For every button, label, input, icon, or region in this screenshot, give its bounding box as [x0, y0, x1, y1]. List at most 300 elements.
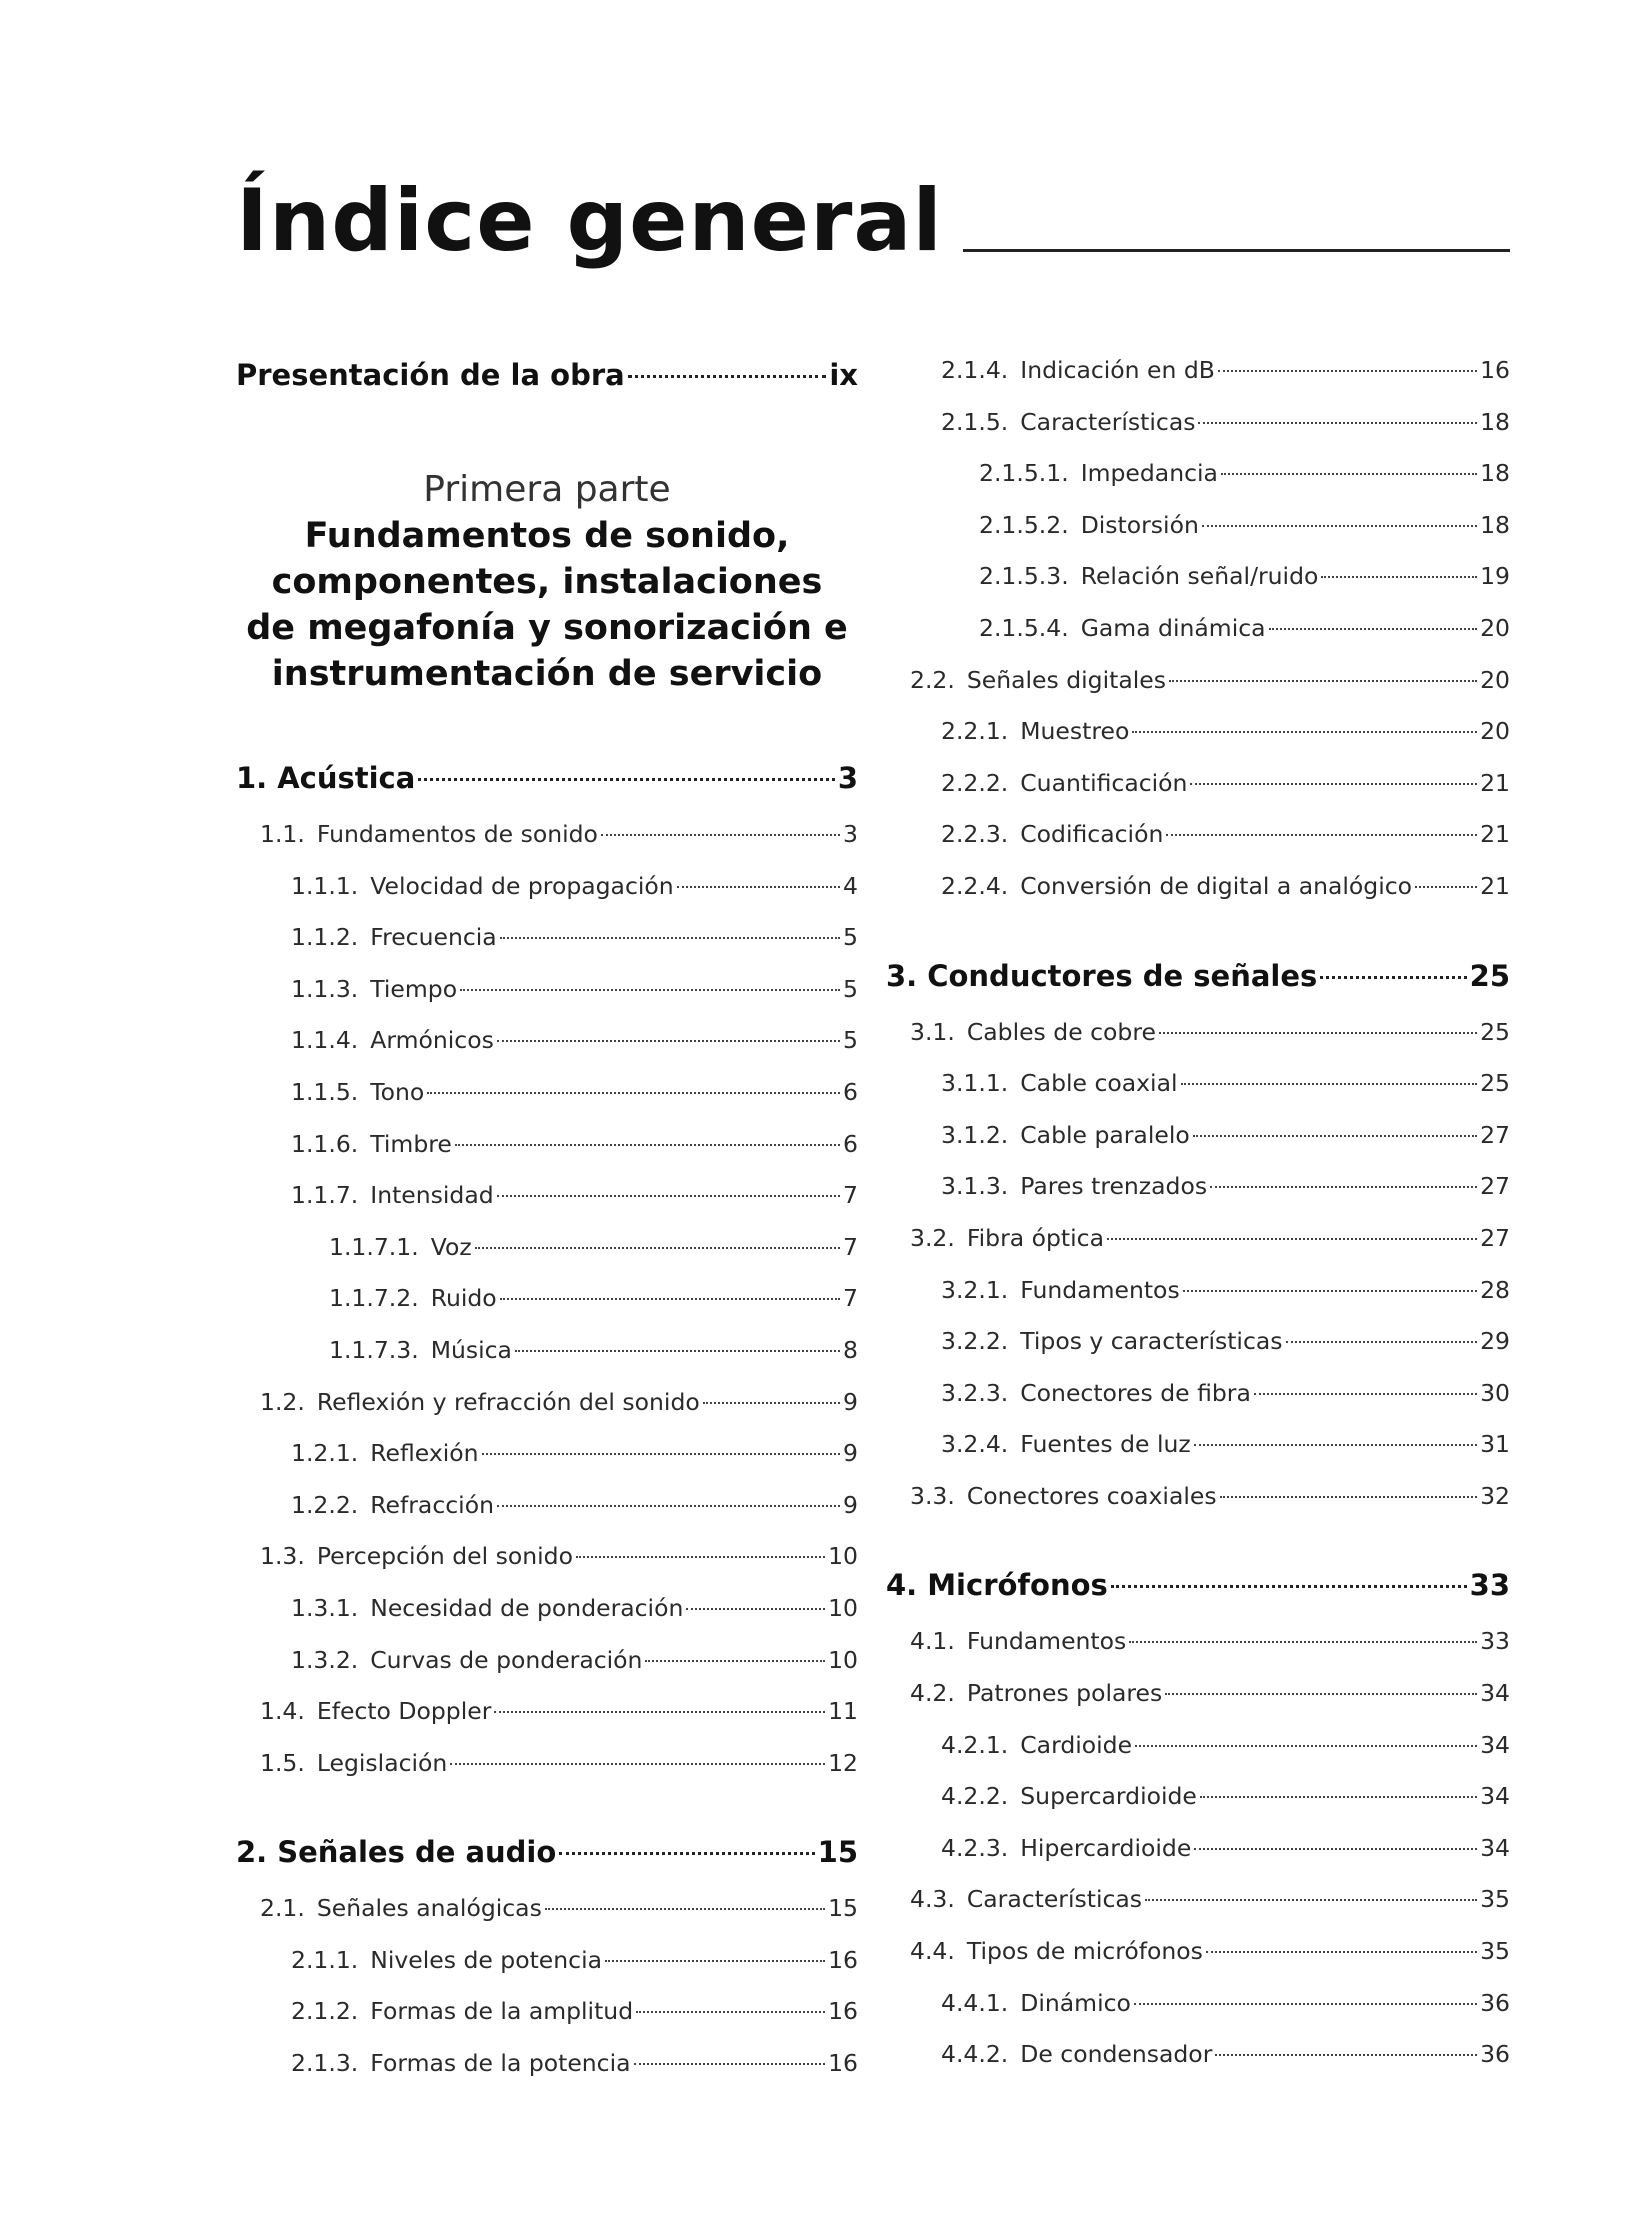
- toc-entry-label: Impedancia: [1080, 459, 1218, 488]
- toc-entry-number: 4.1.: [910, 1627, 955, 1656]
- toc-entry-label: Cable coaxial: [1020, 1069, 1178, 1098]
- dot-leader: [1193, 1135, 1477, 1137]
- toc-entry-page: 16: [828, 1945, 858, 1974]
- toc-entry-page: 15: [817, 1835, 858, 1870]
- toc-entry-label: Reflexión: [370, 1439, 479, 1468]
- toc-entry-label: Percepción del sonido: [316, 1542, 573, 1571]
- toc-entry-number: 3.: [886, 958, 918, 993]
- toc-entry-label: Gama dinámica: [1080, 613, 1266, 642]
- toc-entry-number: 1.1.7.1.: [329, 1232, 419, 1261]
- toc-entry[interactable]: [236, 1531, 858, 1583]
- toc-entry-page: 27: [1480, 1120, 1510, 1149]
- toc-entry[interactable]: [886, 1471, 1510, 1523]
- dot-leader: [703, 1402, 840, 1404]
- toc-entry-label: Micrófonos: [927, 1568, 1108, 1603]
- dot-leader: [1269, 628, 1478, 630]
- dot-leader: [1194, 1444, 1477, 1446]
- toc-entry-page: 16: [828, 2049, 858, 2078]
- toc-entry-label: Conversión de digital a analógico: [1020, 871, 1413, 900]
- toc-entry-page: 7: [843, 1284, 858, 1313]
- part-title-line: Fundamentos de sonido,: [304, 516, 790, 556]
- dot-leader: [1194, 1848, 1477, 1850]
- toc-entry-page: 6: [843, 1077, 858, 1106]
- toc-entry-label: Tiempo: [370, 974, 458, 1003]
- dot-leader: [1218, 370, 1477, 372]
- dot-leader: [1415, 886, 1477, 888]
- toc-entry-label: Dinámico: [1020, 1988, 1131, 2017]
- toc-entry-page: 9: [843, 1490, 858, 1519]
- toc-entry-page: 10: [828, 1645, 858, 1674]
- toc-entry-label: Música: [430, 1335, 512, 1364]
- dot-leader: [475, 1247, 840, 1249]
- dot-leader: [1145, 1899, 1477, 1901]
- toc-entry-page: 19: [1480, 562, 1510, 591]
- toc-entry-label: Acústica: [277, 761, 416, 795]
- toc-entry-number: 1.4.: [260, 1697, 305, 1726]
- dot-leader: [515, 1350, 840, 1352]
- toc-entry-number: 1.2.2.: [291, 1490, 359, 1519]
- toc-entry-number: 4.4.2.: [941, 2040, 1009, 2069]
- toc-entry-label: Fundamentos: [1020, 1275, 1180, 1304]
- toc-entry-number: 1.5.: [260, 1748, 305, 1777]
- toc-entry-label: Reflexión y refracción del sonido: [316, 1387, 700, 1416]
- toc-entry-page: 20: [1480, 613, 1510, 642]
- dot-leader: [559, 1852, 814, 1855]
- dot-leader: [500, 1298, 840, 1300]
- page-header: [236, 171, 1510, 271]
- toc-entry-page: 30: [1480, 1378, 1510, 1407]
- toc-entry-page: 25: [1469, 958, 1510, 993]
- toc-entry-label: Indicación en dB: [1020, 356, 1215, 384]
- toc-entry-number: 1.1.7.2.: [329, 1284, 419, 1313]
- toc-entry[interactable]: [236, 1738, 858, 1790]
- dot-leader: [1320, 976, 1466, 979]
- toc-entry-number: 4.3.: [910, 1885, 955, 1914]
- toc-entry[interactable]: [886, 1058, 1510, 1110]
- dot-leader: [497, 1505, 840, 1507]
- dot-leader: [497, 1195, 840, 1197]
- dot-leader: [450, 1763, 825, 1765]
- toc-entry-number: 3.1.3.: [941, 1172, 1009, 1201]
- toc-entry-number: 1.2.: [260, 1387, 305, 1416]
- part-label: Primera parte: [423, 469, 671, 510]
- dot-leader: [1202, 525, 1477, 527]
- toc-entry[interactable]: [886, 1926, 1510, 1978]
- toc-entry-page: ix: [829, 358, 858, 392]
- toc-entry-page: 3: [837, 761, 858, 795]
- toc-entry-label: Niveles de potencia: [370, 1945, 602, 1974]
- toc-entry-label: Relación señal/ruido: [1080, 562, 1319, 591]
- toc-entry-label: Cable paralelo: [1020, 1120, 1190, 1149]
- page-title: Índice general: [236, 171, 943, 271]
- toc-entry-page: 4: [843, 871, 858, 900]
- toc-entry-page: 9: [843, 1439, 858, 1468]
- toc-entry-page: 34: [1480, 1782, 1510, 1811]
- toc-entry-label: Fundamentos: [966, 1627, 1127, 1656]
- toc-entry-label: Cardioide: [1020, 1730, 1133, 1759]
- dot-leader: [677, 886, 840, 888]
- toc-entry-number: 2.1.5.: [941, 407, 1009, 436]
- toc-entry[interactable]: [886, 655, 1510, 707]
- dot-leader: [1200, 1796, 1477, 1798]
- toc-entry[interactable]: [886, 345, 1510, 397]
- toc-entry-number: 4.2.2.: [941, 1782, 1009, 1811]
- toc-entry-page: 18: [1480, 407, 1510, 436]
- toc-entry-page: 33: [1469, 1568, 1510, 1603]
- toc-entry-number: 2.1.5.3.: [979, 562, 1069, 591]
- toc-entry[interactable]: [886, 1110, 1510, 1162]
- toc-entry-number: 3.2.1.: [941, 1275, 1009, 1304]
- dot-leader: [1210, 1186, 1477, 1188]
- dot-leader: [645, 1660, 825, 1662]
- toc-entry-label: Señales de audio: [277, 1835, 557, 1870]
- toc-entry-label: Ruido: [430, 1284, 497, 1313]
- toc-entry[interactable]: [886, 1316, 1510, 1368]
- toc-entry[interactable]: [236, 1273, 858, 1325]
- toc-entry[interactable]: [886, 448, 1510, 500]
- part-title-line: de megafonía y sonorización e: [246, 608, 848, 648]
- toc-entry[interactable]: [236, 1119, 858, 1171]
- toc-entry-label: Armónicos: [370, 1026, 494, 1055]
- dot-leader: [686, 1608, 825, 1610]
- dot-leader: [497, 1040, 840, 1042]
- toc-entry[interactable]: [886, 1213, 1510, 1265]
- toc-entry-label: Distorsión: [1080, 510, 1199, 539]
- toc-entry-label: Cables de cobre: [966, 1017, 1156, 1046]
- toc-entry[interactable]: [236, 861, 858, 913]
- toc-entry-label: Conductores de señales: [927, 958, 1318, 993]
- toc-entry-page: 8: [843, 1335, 858, 1364]
- toc-chapter[interactable]: [886, 1554, 1510, 1616]
- dot-leader: [1165, 1693, 1477, 1695]
- toc-entry-page: 18: [1480, 459, 1510, 488]
- toc-entry[interactable]: [886, 1161, 1510, 1213]
- toc-entry-page: 27: [1480, 1223, 1510, 1252]
- toc-entry[interactable]: [886, 1720, 1510, 1772]
- toc-entry-page: 34: [1480, 1730, 1510, 1759]
- toc-entry-label: Timbre: [370, 1129, 452, 1158]
- toc-entry-label: Frecuencia: [370, 923, 497, 952]
- toc-entry-number: 2.2.: [910, 665, 955, 694]
- toc-entry-page: 35: [1480, 1937, 1510, 1966]
- toc-entry-label: Formas de la amplitud: [370, 1997, 634, 2026]
- toc-entry-number: 4.2.3.: [941, 1833, 1009, 1862]
- toc-entry-number: 2.1.: [260, 1894, 305, 1923]
- toc-entry-label: Supercardioide: [1020, 1782, 1197, 1811]
- toc-entry-label: Pares trenzados: [1020, 1172, 1208, 1201]
- part-heading: [236, 467, 858, 697]
- toc-entry[interactable]: [886, 1771, 1510, 1823]
- toc-entry[interactable]: [236, 1067, 858, 1119]
- toc-entry-label: Fuentes de luz: [1020, 1430, 1191, 1459]
- toc-entry-number: 3.1.: [910, 1017, 955, 1046]
- toc-list-left: [236, 747, 858, 2090]
- toc-entry-label: Fibra óptica: [966, 1223, 1104, 1252]
- toc-entry-page: 27: [1480, 1172, 1510, 1201]
- toc-entry-page: 10: [828, 1542, 858, 1571]
- toc-entry[interactable]: [236, 1480, 858, 1532]
- toc-entry-number: 1.3.1.: [291, 1593, 359, 1622]
- toc-entry-number: 1.1.6.: [291, 1129, 359, 1158]
- toc-entry[interactable]: [236, 1686, 858, 1738]
- title-rule: [963, 249, 1510, 252]
- toc-entry-page: 15: [828, 1894, 858, 1923]
- toc-entry-page: 21: [1480, 820, 1510, 849]
- toc-entry-page: 34: [1480, 1679, 1510, 1708]
- toc-entry[interactable]: [236, 1583, 858, 1635]
- toc-entry-label: Velocidad de propagación: [370, 871, 674, 900]
- dot-leader: [482, 1453, 840, 1455]
- toc-entry-label: Legislación: [316, 1748, 448, 1777]
- toc-entry-number: 3.2.2.: [941, 1327, 1009, 1356]
- dot-leader: [576, 1556, 825, 1558]
- toc-entry[interactable]: [886, 1978, 1510, 2030]
- toc-entry-number: 1.3.2.: [291, 1645, 359, 1674]
- toc-entry[interactable]: [236, 1015, 858, 1067]
- dot-leader: [1132, 731, 1477, 733]
- dot-leader: [605, 1960, 825, 1962]
- dot-leader: [628, 375, 827, 378]
- toc-entry-number: 4.4.: [910, 1937, 955, 1966]
- toc-entry[interactable]: [886, 1007, 1510, 1059]
- toc-entry[interactable]: [886, 706, 1510, 758]
- toc-right-column: [886, 345, 1510, 2081]
- toc-entry[interactable]: [886, 603, 1510, 655]
- dot-leader: [601, 834, 840, 836]
- toc-entry[interactable]: [236, 1325, 858, 1377]
- toc-entry[interactable]: [886, 551, 1510, 603]
- toc-chapter[interactable]: [236, 747, 858, 809]
- toc-entry-page: 12: [828, 1748, 858, 1777]
- toc-entry-number: 4.2.: [910, 1679, 955, 1708]
- toc-entry-number: 2.1.5.1.: [979, 459, 1069, 488]
- toc-entry[interactable]: [886, 397, 1510, 449]
- dot-leader: [636, 2011, 825, 2013]
- toc-entry-number: 3.3.: [910, 1481, 955, 1510]
- toc-entry-page: 34: [1480, 1833, 1510, 1862]
- toc-entry[interactable]: [236, 1428, 858, 1480]
- toc-entry[interactable]: [886, 1668, 1510, 1720]
- toc-entry-page: 10: [828, 1593, 858, 1622]
- toc-entry-page: 5: [843, 1026, 858, 1055]
- toc-entry-label: Conectores de fibra: [1020, 1378, 1251, 1407]
- toc-entry-page: 35: [1480, 1885, 1510, 1914]
- toc-entry[interactable]: [886, 1419, 1510, 1471]
- toc-entry-number: 2.1.1.: [291, 1945, 359, 1974]
- toc-entry-number: 1.2.1.: [291, 1439, 359, 1468]
- toc-entry-number: 1.1.7.: [291, 1181, 359, 1210]
- toc-entry[interactable]: [236, 964, 858, 1016]
- toc-entry-number: 2.2.4.: [941, 871, 1009, 900]
- dot-leader: [1215, 2054, 1477, 2056]
- toc-entry-label: Patrones polares: [966, 1679, 1163, 1708]
- toc-chapter[interactable]: [236, 1821, 858, 1883]
- toc-left-column: [236, 345, 858, 2090]
- toc-entry[interactable]: [886, 500, 1510, 552]
- toc-entry-number: 2.1.2.: [291, 1997, 359, 2026]
- toc-entry-page: 3: [843, 820, 858, 848]
- toc-entry[interactable]: [886, 1823, 1510, 1875]
- part-title-line: instrumentación de servicio: [271, 654, 823, 694]
- dot-leader: [1321, 576, 1477, 578]
- toc-entry-number: 3.2.3.: [941, 1378, 1009, 1407]
- dot-leader: [494, 1711, 825, 1713]
- toc-entry-label: Muestreo: [1020, 717, 1130, 746]
- dot-leader: [1169, 680, 1477, 682]
- dot-leader: [1107, 1238, 1477, 1240]
- toc-entry-page: 32: [1480, 1481, 1510, 1510]
- dot-leader: [427, 1092, 840, 1094]
- toc-entry-label: Efecto Doppler: [316, 1697, 492, 1726]
- dot-leader: [418, 778, 835, 781]
- toc-entry-label: Refracción: [370, 1490, 494, 1519]
- dot-leader: [1181, 1083, 1478, 1085]
- dot-leader: [1206, 1951, 1477, 1953]
- toc-entry[interactable]: [236, 912, 858, 964]
- toc-entry[interactable]: [236, 1222, 858, 1274]
- toc-entry[interactable]: [886, 861, 1510, 913]
- dot-leader: [1286, 1341, 1478, 1343]
- toc-entry-page: 36: [1480, 2040, 1510, 2069]
- toc-entry[interactable]: [236, 1986, 858, 2038]
- toc-entry-number: 1.1.3.: [291, 974, 359, 1003]
- toc-entry-page: 6: [843, 1129, 858, 1158]
- dot-leader: [1183, 1290, 1477, 1292]
- toc-entry-number: 1.3.: [260, 1542, 305, 1571]
- toc-entry[interactable]: [886, 1874, 1510, 1926]
- toc-entry[interactable]: [886, 1368, 1510, 1420]
- toc-entry-page: 29: [1480, 1327, 1510, 1356]
- toc-entry-page: 31: [1480, 1430, 1510, 1459]
- toc-entry-page: 28: [1480, 1275, 1510, 1304]
- toc-list-right: [886, 345, 1510, 2081]
- toc-entry[interactable]: [236, 1883, 858, 1935]
- dot-leader: [500, 937, 840, 939]
- dot-leader: [1135, 1745, 1477, 1747]
- toc-entry-label: Señales digitales: [966, 665, 1166, 694]
- toc-entry[interactable]: [886, 1616, 1510, 1668]
- toc-entry-number: 2.1.4.: [941, 356, 1009, 384]
- toc-entry-page: 9: [843, 1387, 858, 1416]
- toc-entry-presentation[interactable]: [236, 345, 858, 405]
- toc-entry-label: Curvas de ponderación: [370, 1645, 643, 1674]
- toc-entry-number: 1.1.2.: [291, 923, 359, 952]
- toc-entry-page: 5: [843, 974, 858, 1003]
- toc-entry-label: Conectores coaxiales: [966, 1481, 1217, 1510]
- toc-entry[interactable]: [236, 2038, 858, 2090]
- toc-entry-label: Características: [966, 1885, 1143, 1914]
- dot-leader: [1198, 422, 1477, 424]
- toc-entry[interactable]: [236, 1170, 858, 1222]
- toc-entry-page: 16: [1480, 356, 1510, 384]
- toc-entry-page: 33: [1480, 1627, 1510, 1656]
- dot-leader: [634, 2063, 826, 2065]
- toc-entry-number: 1.: [236, 761, 268, 795]
- toc-entry[interactable]: [886, 758, 1510, 810]
- toc-entry-number: 2.2.1.: [941, 717, 1009, 746]
- toc-entry-page: 7: [843, 1232, 858, 1261]
- toc-entry-label: Cuantificación: [1020, 768, 1188, 797]
- dot-leader: [1134, 2003, 1477, 2005]
- toc-entry-label: Tipos de micrófonos: [966, 1937, 1203, 1966]
- dot-leader: [1254, 1393, 1477, 1395]
- toc-entry[interactable]: [886, 1265, 1510, 1317]
- toc-entry-number: 1.1.: [260, 820, 305, 848]
- dot-leader: [460, 989, 840, 991]
- dot-leader: [1129, 1641, 1477, 1643]
- toc-entry[interactable]: [886, 2029, 1510, 2081]
- dot-leader: [1166, 834, 1477, 836]
- toc-entry-label: Hipercardioide: [1020, 1833, 1192, 1862]
- toc-entry-number: 2.1.5.2.: [979, 510, 1069, 539]
- toc-entry-label: Presentación de la obra: [236, 358, 625, 392]
- toc-entry-number: 1.1.4.: [291, 1026, 359, 1055]
- toc-entry-number: 2.2.2.: [941, 768, 1009, 797]
- toc-entry-page: 25: [1480, 1069, 1510, 1098]
- dot-leader: [545, 1908, 825, 1910]
- dot-leader: [1220, 1496, 1478, 1498]
- dot-leader: [455, 1144, 840, 1146]
- toc-entry-label: Tono: [370, 1077, 425, 1106]
- toc-entry[interactable]: [236, 1935, 858, 1987]
- toc-entry-number: 4.2.1.: [941, 1730, 1009, 1759]
- toc-entry-label: Voz: [430, 1232, 472, 1261]
- toc-chapter[interactable]: [886, 945, 1510, 1007]
- dot-leader: [1111, 1585, 1467, 1588]
- toc-entry-label: Tipos y características: [1020, 1327, 1283, 1356]
- dot-leader: [1190, 783, 1477, 785]
- toc-entry-number: 2.: [236, 1835, 268, 1870]
- toc-entry-number: 4.4.1.: [941, 1988, 1009, 2017]
- toc-entry-number: 4.: [886, 1568, 918, 1603]
- toc-entry-page: 21: [1480, 768, 1510, 797]
- toc-entry-page: 20: [1480, 717, 1510, 746]
- toc-entry-page: 7: [843, 1181, 858, 1210]
- toc-entry-label: De condensador: [1020, 2040, 1213, 2069]
- toc-entry-page: 36: [1480, 1988, 1510, 2017]
- toc-entry-number: 3.1.2.: [941, 1120, 1009, 1149]
- toc-entry-label: Codificación: [1020, 820, 1164, 849]
- dot-leader: [1159, 1032, 1477, 1034]
- toc-entry-number: 2.1.5.4.: [979, 613, 1069, 642]
- toc-entry[interactable]: [236, 1377, 858, 1429]
- toc-entry[interactable]: [886, 809, 1510, 861]
- toc-entry-number: 2.2.3.: [941, 820, 1009, 849]
- toc-entry-number: 1.1.1.: [291, 871, 359, 900]
- toc-entry-label: Señales analógicas: [316, 1894, 542, 1923]
- toc-entry-label: Necesidad de ponderación: [370, 1593, 684, 1622]
- toc-entry-page: 11: [828, 1697, 858, 1726]
- part-title-line: componentes, instalaciones: [271, 562, 823, 602]
- toc-entry-page: 21: [1480, 871, 1510, 900]
- toc-entry-label: Formas de la potencia: [370, 2049, 631, 2078]
- toc-entry-page: 5: [843, 923, 858, 952]
- toc-entry-number: 3.1.1.: [941, 1069, 1009, 1098]
- toc-entry[interactable]: [236, 1635, 858, 1687]
- toc-entry-page: 20: [1480, 665, 1510, 694]
- toc-entry-label: Fundamentos de sonido: [316, 820, 598, 848]
- toc-entry-number: 1.1.7.3.: [329, 1335, 419, 1364]
- toc-entry-page: 25: [1480, 1017, 1510, 1046]
- toc-entry-page: 18: [1480, 510, 1510, 539]
- toc-entry-number: 2.1.3.: [291, 2049, 359, 2078]
- toc-entry[interactable]: [236, 809, 858, 861]
- toc-entry-label: Intensidad: [370, 1181, 494, 1210]
- dot-leader: [1221, 473, 1477, 475]
- toc-entry-label: Características: [1020, 407, 1196, 436]
- toc-entry-number: 3.2.4.: [941, 1430, 1009, 1459]
- toc-entry-number: 1.1.5.: [291, 1077, 359, 1106]
